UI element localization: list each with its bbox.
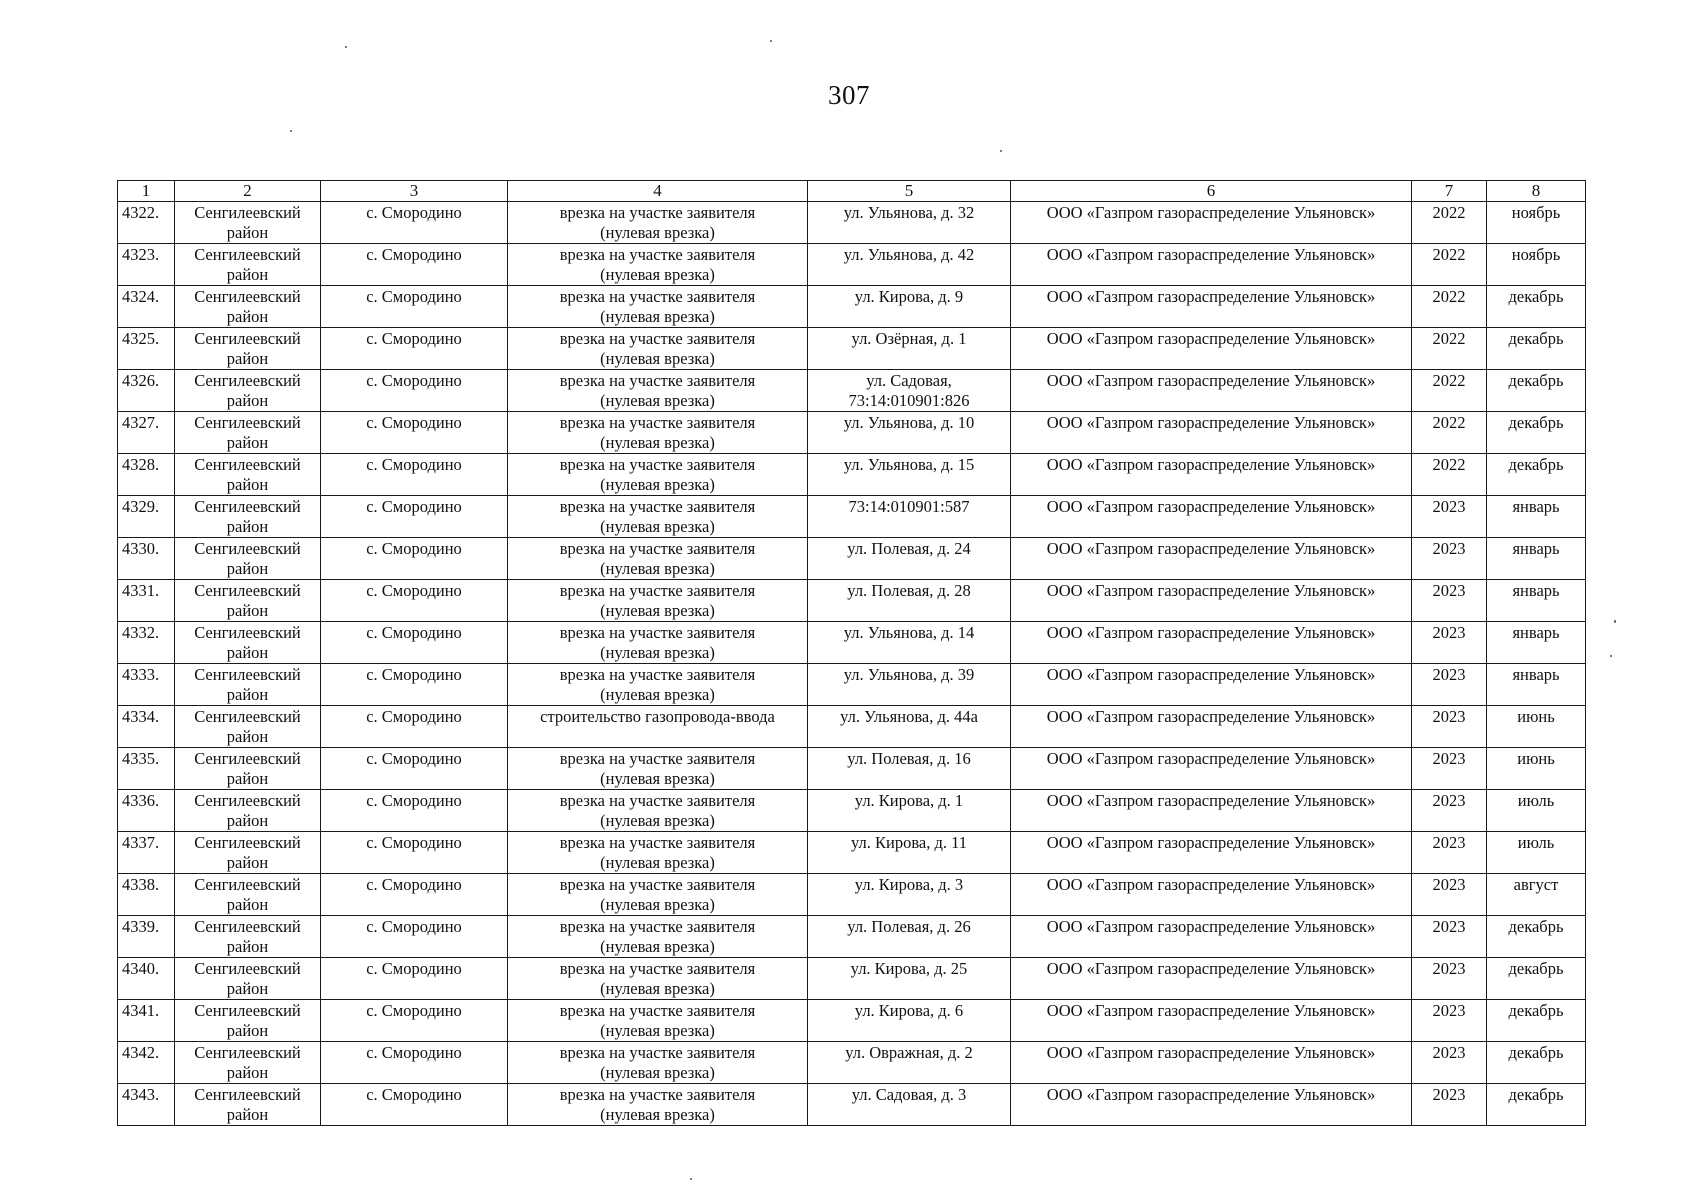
table-row (118, 328, 1586, 370)
cell-row-number: 4343. (118, 1084, 175, 1126)
cell-organization: ООО «Газпром газораспределение Ульяновск» (1011, 580, 1412, 622)
cell-address: ул. Кирова, д. 9 (808, 286, 1011, 328)
cell-row-number: 4323. (118, 244, 175, 286)
cell-district: Сенгилеевский район (175, 748, 321, 790)
cell-year: 2023 (1412, 874, 1487, 916)
cell-row-number: 4333. (118, 664, 175, 706)
cell-address: ул. Овражная, д. 2 (808, 1042, 1011, 1084)
cell-year: 2022 (1412, 328, 1487, 370)
cell-settlement: с. Смородино (321, 1042, 508, 1084)
cell-work-type: врезка на участке заявителя (нулевая врезка) (508, 412, 808, 454)
cell-address: ул. Кирова, д. 3 (808, 874, 1011, 916)
cell-address: ул. Полевая, д. 16 (808, 748, 1011, 790)
cell-row-number: 4330. (118, 538, 175, 580)
cell-district: Сенгилеевский район (175, 958, 321, 1000)
cell-month: декабрь (1487, 1084, 1586, 1126)
cell-row-number: 4328. (118, 454, 175, 496)
table-row (118, 1042, 1586, 1084)
cell-settlement: с. Смородино (321, 370, 508, 412)
cell-row-number: 4335. (118, 748, 175, 790)
table-row (118, 916, 1586, 958)
cell-organization: ООО «Газпром газораспределение Ульяновск» (1011, 370, 1412, 412)
cell-district: Сенгилеевский район (175, 832, 321, 874)
cell-district: Сенгилеевский район (175, 580, 321, 622)
cell-year: 2023 (1412, 664, 1487, 706)
table-row (118, 832, 1586, 874)
cell-settlement: с. Смородино (321, 748, 508, 790)
cell-work-type: врезка на участке заявителя (нулевая врезка) (508, 664, 808, 706)
cell-settlement: с. Смородино (321, 790, 508, 832)
cell-organization: ООО «Газпром газораспределение Ульяновск» (1011, 1084, 1412, 1126)
cell-settlement: с. Смородино (321, 832, 508, 874)
cell-month: июнь (1487, 706, 1586, 748)
cell-month: январь (1487, 496, 1586, 538)
cell-district: Сенгилеевский район (175, 1000, 321, 1042)
table-row (118, 622, 1586, 664)
scan-speck (345, 46, 347, 48)
cell-row-number: 4341. (118, 1000, 175, 1042)
cell-work-type: врезка на участке заявителя (нулевая врезка) (508, 202, 808, 244)
table-row (118, 412, 1586, 454)
cell-district: Сенгилеевский район (175, 706, 321, 748)
cell-work-type: врезка на участке заявителя (нулевая врезка) (508, 370, 808, 412)
cell-year: 2023 (1412, 748, 1487, 790)
cell-year: 2023 (1412, 790, 1487, 832)
cell-district: Сенгилеевский район (175, 1084, 321, 1126)
column-header-3: 3 (321, 181, 508, 202)
cell-work-type: врезка на участке заявителя (нулевая врезка) (508, 328, 808, 370)
table-row (118, 706, 1586, 748)
cell-address: ул. Кирова, д. 1 (808, 790, 1011, 832)
cell-address: ул. Полевая, д. 28 (808, 580, 1011, 622)
cell-month: январь (1487, 538, 1586, 580)
cell-address: ул. Ульянова, д. 32 (808, 202, 1011, 244)
cell-settlement: с. Смородино (321, 1084, 508, 1126)
cell-organization: ООО «Газпром газораспределение Ульяновск» (1011, 286, 1412, 328)
cell-settlement: с. Смородино (321, 958, 508, 1000)
scan-speck (1614, 620, 1616, 623)
cell-work-type: врезка на участке заявителя (нулевая врезка) (508, 580, 808, 622)
cell-row-number: 4339. (118, 916, 175, 958)
cell-row-number: 4327. (118, 412, 175, 454)
cell-district: Сенгилеевский район (175, 454, 321, 496)
table-header (118, 181, 1586, 202)
cell-district: Сенгилеевский район (175, 916, 321, 958)
cell-settlement: с. Смородино (321, 538, 508, 580)
cell-organization: ООО «Газпром газораспределение Ульяновск» (1011, 1042, 1412, 1084)
cell-district: Сенгилеевский район (175, 874, 321, 916)
cell-month: июль (1487, 790, 1586, 832)
cell-address: ул. Кирова, д. 11 (808, 832, 1011, 874)
cell-work-type: врезка на участке заявителя (нулевая врезка) (508, 1042, 808, 1084)
cell-settlement: с. Смородино (321, 286, 508, 328)
cell-year: 2022 (1412, 370, 1487, 412)
cell-organization: ООО «Газпром газораспределение Ульяновск» (1011, 328, 1412, 370)
cell-month: январь (1487, 580, 1586, 622)
cell-work-type: врезка на участке заявителя (нулевая врезка) (508, 874, 808, 916)
cell-work-type: врезка на участке заявителя (нулевая врезка) (508, 286, 808, 328)
cell-month: декабрь (1487, 1000, 1586, 1042)
scan-speck (290, 130, 292, 132)
cell-month: август (1487, 874, 1586, 916)
column-header-6: 6 (1011, 181, 1412, 202)
cell-organization: ООО «Газпром газораспределение Ульяновск» (1011, 958, 1412, 1000)
cell-district: Сенгилеевский район (175, 622, 321, 664)
cell-settlement: с. Смородино (321, 244, 508, 286)
table-row (118, 1084, 1586, 1126)
cell-row-number: 4326. (118, 370, 175, 412)
cell-district: Сенгилеевский район (175, 496, 321, 538)
header-row (118, 181, 1586, 202)
cell-month: декабрь (1487, 328, 1586, 370)
cell-work-type: врезка на участке заявителя (нулевая врезка) (508, 958, 808, 1000)
table-row (118, 748, 1586, 790)
cell-settlement: с. Смородино (321, 622, 508, 664)
cell-row-number: 4340. (118, 958, 175, 1000)
cell-month: январь (1487, 622, 1586, 664)
cell-row-number: 4338. (118, 874, 175, 916)
cell-work-type: врезка на участке заявителя (нулевая врезка) (508, 496, 808, 538)
cell-work-type: врезка на участке заявителя (нулевая врезка) (508, 454, 808, 496)
cell-year: 2023 (1412, 580, 1487, 622)
cell-month: декабрь (1487, 1042, 1586, 1084)
table-row (118, 244, 1586, 286)
cell-row-number: 4332. (118, 622, 175, 664)
cell-work-type: врезка на участке заявителя (нулевая врезка) (508, 790, 808, 832)
cell-organization: ООО «Газпром газораспределение Ульяновск» (1011, 202, 1412, 244)
cell-month: июнь (1487, 748, 1586, 790)
cell-work-type: врезка на участке заявителя (нулевая врезка) (508, 1084, 808, 1126)
scan-speck (1000, 150, 1002, 152)
scan-speck (1610, 655, 1612, 657)
cell-settlement: с. Смородино (321, 580, 508, 622)
cell-month: декабрь (1487, 454, 1586, 496)
cell-district: Сенгилеевский район (175, 286, 321, 328)
cell-row-number: 4342. (118, 1042, 175, 1084)
cell-year: 2023 (1412, 538, 1487, 580)
cell-address: ул. Кирова, д. 25 (808, 958, 1011, 1000)
cell-organization: ООО «Газпром газораспределение Ульяновск» (1011, 496, 1412, 538)
cell-month: июль (1487, 832, 1586, 874)
cell-month: декабрь (1487, 412, 1586, 454)
cell-address: ул. Кирова, д. 6 (808, 1000, 1011, 1042)
cell-work-type: врезка на участке заявителя (нулевая врезка) (508, 622, 808, 664)
cell-settlement: с. Смородино (321, 496, 508, 538)
table-row (118, 958, 1586, 1000)
cell-organization: ООО «Газпром газораспределение Ульяновск» (1011, 244, 1412, 286)
cell-work-type: строительство газопровода-ввода (508, 706, 808, 748)
cell-settlement: с. Смородино (321, 454, 508, 496)
scan-speck (770, 40, 772, 42)
cell-organization: ООО «Газпром газораспределение Ульяновск» (1011, 412, 1412, 454)
cell-settlement: с. Смородино (321, 664, 508, 706)
cell-row-number: 4322. (118, 202, 175, 244)
cell-month: ноябрь (1487, 244, 1586, 286)
cell-district: Сенгилеевский район (175, 244, 321, 286)
table-row (118, 286, 1586, 328)
table-row (118, 538, 1586, 580)
cell-year: 2022 (1412, 244, 1487, 286)
cell-organization: ООО «Газпром газораспределение Ульяновск» (1011, 706, 1412, 748)
cell-work-type: врезка на участке заявителя (нулевая врезка) (508, 244, 808, 286)
table-body (118, 202, 1586, 1126)
cell-year: 2023 (1412, 832, 1487, 874)
column-header-4: 4 (508, 181, 808, 202)
cell-row-number: 4334. (118, 706, 175, 748)
cell-address: ул. Полевая, д. 26 (808, 916, 1011, 958)
cell-settlement: с. Смородино (321, 706, 508, 748)
column-header-7: 7 (1412, 181, 1487, 202)
column-header-5: 5 (808, 181, 1011, 202)
cell-year: 2022 (1412, 454, 1487, 496)
cell-month: декабрь (1487, 958, 1586, 1000)
cell-organization: ООО «Газпром газораспределение Ульяновск» (1011, 832, 1412, 874)
cell-row-number: 4331. (118, 580, 175, 622)
cell-work-type: врезка на участке заявителя (нулевая врезка) (508, 832, 808, 874)
cell-settlement: с. Смородино (321, 874, 508, 916)
table-row (118, 664, 1586, 706)
cell-month: декабрь (1487, 370, 1586, 412)
cell-year: 2023 (1412, 916, 1487, 958)
cell-year: 2022 (1412, 286, 1487, 328)
cell-address: ул. Садовая, д. 3 (808, 1084, 1011, 1126)
cell-address: ул. Ульянова, д. 10 (808, 412, 1011, 454)
cell-year: 2022 (1412, 202, 1487, 244)
cell-address: ул. Полевая, д. 24 (808, 538, 1011, 580)
cell-address: ул. Ульянова, д. 14 (808, 622, 1011, 664)
cell-row-number: 4329. (118, 496, 175, 538)
cell-address: 73:14:010901:587 (808, 496, 1011, 538)
cell-year: 2023 (1412, 958, 1487, 1000)
cell-year: 2023 (1412, 496, 1487, 538)
cell-month: ноябрь (1487, 202, 1586, 244)
cell-district: Сенгилеевский район (175, 370, 321, 412)
cell-row-number: 4336. (118, 790, 175, 832)
cell-row-number: 4337. (118, 832, 175, 874)
column-header-8: 8 (1487, 181, 1586, 202)
cell-year: 2023 (1412, 1042, 1487, 1084)
cell-settlement: с. Смородино (321, 412, 508, 454)
cell-organization: ООО «Газпром газораспределение Ульяновск» (1011, 748, 1412, 790)
cell-organization: ООО «Газпром газораспределение Ульяновск» (1011, 1000, 1412, 1042)
column-header-2: 2 (175, 181, 321, 202)
table-row (118, 874, 1586, 916)
cell-district: Сенгилеевский район (175, 664, 321, 706)
cell-year: 2023 (1412, 1000, 1487, 1042)
cell-row-number: 4324. (118, 286, 175, 328)
cell-settlement: с. Смородино (321, 1000, 508, 1042)
cell-organization: ООО «Газпром газораспределение Ульяновск» (1011, 538, 1412, 580)
cell-address: ул. Ульянова, д. 42 (808, 244, 1011, 286)
cell-month: декабрь (1487, 286, 1586, 328)
table-row (118, 580, 1586, 622)
cell-district: Сенгилеевский район (175, 202, 321, 244)
cell-organization: ООО «Газпром газораспределение Ульяновск» (1011, 622, 1412, 664)
cell-year: 2023 (1412, 706, 1487, 748)
page-number: 307 (828, 80, 870, 110)
gas-connection-table (117, 180, 1586, 1126)
cell-work-type: врезка на участке заявителя (нулевая врезка) (508, 748, 808, 790)
table-row (118, 1000, 1586, 1042)
cell-settlement: с. Смородино (321, 916, 508, 958)
cell-month: декабрь (1487, 916, 1586, 958)
cell-work-type: врезка на участке заявителя (нулевая врезка) (508, 538, 808, 580)
cell-district: Сенгилеевский район (175, 412, 321, 454)
table-row (118, 454, 1586, 496)
scan-speck (690, 1178, 692, 1180)
cell-district: Сенгилеевский район (175, 790, 321, 832)
cell-address: ул. Ульянова, д. 15 (808, 454, 1011, 496)
table-row (118, 202, 1586, 244)
cell-year: 2023 (1412, 622, 1487, 664)
cell-organization: ООО «Газпром газораспределение Ульяновск» (1011, 664, 1412, 706)
column-header-1: 1 (118, 181, 175, 202)
cell-month: январь (1487, 664, 1586, 706)
cell-organization: ООО «Газпром газораспределение Ульяновск» (1011, 916, 1412, 958)
cell-address: ул. Ульянова, д. 39 (808, 664, 1011, 706)
cell-year: 2023 (1412, 1084, 1487, 1126)
table-row (118, 496, 1586, 538)
cell-work-type: врезка на участке заявителя (нулевая врезка) (508, 1000, 808, 1042)
cell-district: Сенгилеевский район (175, 328, 321, 370)
cell-settlement: с. Смородино (321, 202, 508, 244)
cell-district: Сенгилеевский район (175, 538, 321, 580)
table-row (118, 790, 1586, 832)
cell-row-number: 4325. (118, 328, 175, 370)
cell-district: Сенгилеевский район (175, 1042, 321, 1084)
cell-settlement: с. Смородино (321, 328, 508, 370)
table-row (118, 370, 1586, 412)
cell-address: ул. Садовая, 73:14:010901:826 (808, 370, 1011, 412)
cell-organization: ООО «Газпром газораспределение Ульяновск» (1011, 790, 1412, 832)
cell-address: ул. Ульянова, д. 44а (808, 706, 1011, 748)
cell-address: ул. Озёрная, д. 1 (808, 328, 1011, 370)
cell-organization: ООО «Газпром газораспределение Ульяновск» (1011, 874, 1412, 916)
cell-year: 2022 (1412, 412, 1487, 454)
cell-work-type: врезка на участке заявителя (нулевая врезка) (508, 916, 808, 958)
cell-organization: ООО «Газпром газораспределение Ульяновск» (1011, 454, 1412, 496)
